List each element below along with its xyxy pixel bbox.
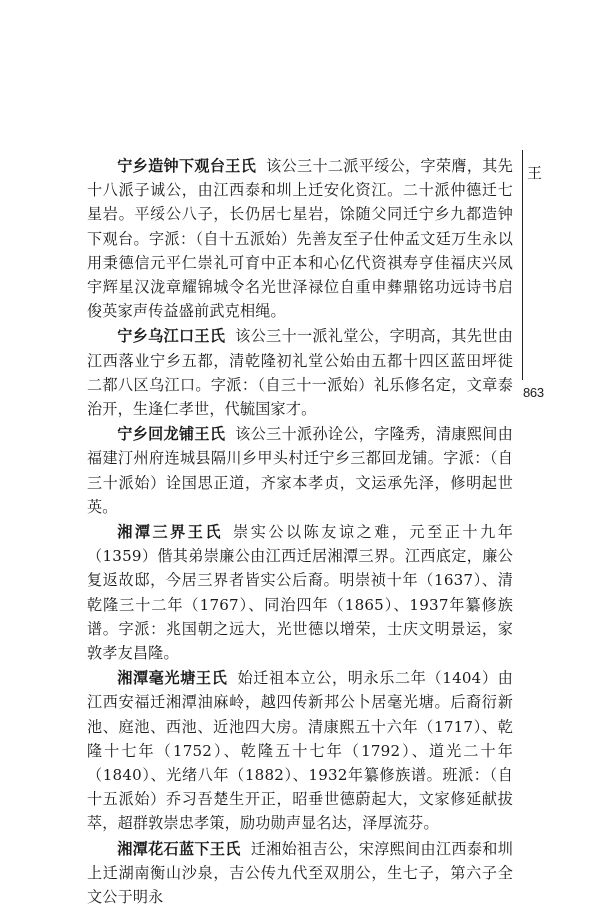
entry-heading: 湘潭花石蓝下王氏 <box>117 839 241 858</box>
entry-paragraph <box>87 520 513 665</box>
entry-body: 崇实公以陈友谅之难，元至正十九年（1359）偕其弟崇廉公由江西迁居湘潭三界。江西底定，廉公复返故邸，今居三界者皆实公后裔。明崇祯十年（1637）、清乾隆三十二年（1767）、同治四年（1865）、1937年纂修族谱。字派：兆国朝之远大，光世德以增荣，士庆文明景运，家敦孝友昌隆。 <box>87 523 514 663</box>
entry-paragraph <box>87 666 513 835</box>
entry-paragraph <box>87 154 513 323</box>
entry-paragraph <box>87 422 513 519</box>
entry-heading: 宁乡造钟下观台王氏 <box>117 157 257 175</box>
page-number: 863 <box>523 385 544 400</box>
page-content <box>87 154 513 910</box>
entry-body: 该公三十一派礼堂公，字明高，其先世由江西落业宁乡五都，清乾隆初礼堂公始由五都十四区蓝田坪徙二都八区乌江口。字派：（自三十一派始）礼乐修名定，文章泰治开，生逢仁孝世，代毓国家才。 <box>87 327 514 419</box>
entry-paragraph <box>87 837 513 910</box>
entry-body: 该公三十二派平绥公，字荣膺，其先十八派子诚公，由江西泰和圳上迁安化资江。二十派仲德迁七星岩。平绥公八子，长仍居七星岩，馀随父同迁宁乡九都造钟下观台。字派：（自十五派始）先善友至子仕仲孟文廷万生永以用秉德信元平仁崇礼可育中正本和心亿代资祺寿亨佳福庆兴凤宇辉星汉泷章耀锦城令名光世泽禄位自重申彝鼎铭功远诗书启俊英家声传益盛前武克相绳。 <box>87 157 513 321</box>
entry-heading: 湘潭三界王氏 <box>117 523 224 542</box>
entry-paragraph <box>87 324 513 421</box>
entry-heading: 宁乡回龙铺王氏 <box>117 425 226 444</box>
entry-body: 始迁祖本立公，明永乐二年（1404）由江西安福迁湘潭油麻岭，越四传新邦公卜居毫光塘。后裔衍新池、庭池、西池、近池四大房。清康熙五十六年（1717）、乾隆十七年（1752）、乾隆五十七年（1792）、道光二十年（1840）、光绪八年（1882）、1932年纂修族谱。班派：（自十五派始）乔习吾楚生开正，昭垂世德蔚起大，文家修延献拔萃，超群敦崇忠孝策，励功勋声显名达，泽厚流芬。 <box>87 669 513 833</box>
entry-heading: 湘潭毫光塘王氏 <box>117 669 228 688</box>
entry-heading: 宁乡乌江口王氏 <box>117 327 226 346</box>
entry-body: 该公三十派孙诠公，字隆秀，清康熙间由福建汀州府连城县隔川乡甲头村迁宁乡三都回龙铺。字派：（自三十派始）诠国思正道，齐家本孝贞，文运承先泽，修明起世英。 <box>87 425 514 516</box>
margin-rule <box>522 150 523 380</box>
side-label: 王 <box>527 164 543 182</box>
entry-body: 迁湘始祖吉公，宋淳熙间由江西泰和圳上迁湖南衡山沙泉，吉公传九代至双朋公，生七子，第六子全文公于明永 <box>87 839 513 907</box>
